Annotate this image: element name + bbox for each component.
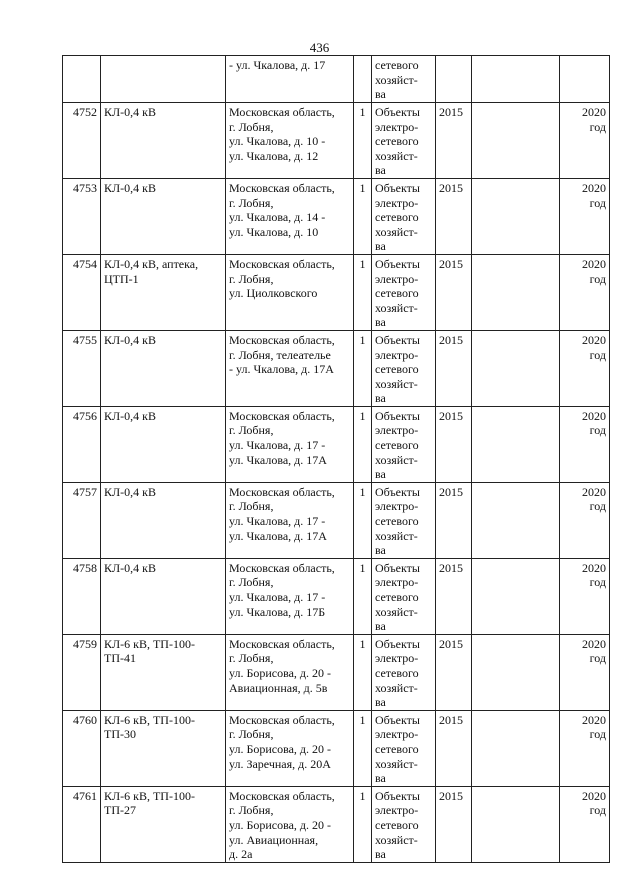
cell-address: Московская область, г. Лобня, ул. Чкалова, д. 17 - ул. Чкалова, д. 17А [226, 482, 354, 558]
cell-object-kind: Объекты электро- сетевого хозяйст- ва [372, 710, 436, 786]
cell-number: 4756 [63, 406, 101, 482]
table-row [63, 254, 610, 330]
cell-year: 2015 [436, 178, 472, 254]
registry-table [62, 55, 610, 863]
cell-object-kind: Объекты электро- сетевого хозяйст- ва [372, 558, 436, 634]
table-row [63, 634, 610, 710]
cell-address: Московская область, г. Лобня, ул. Борисова, д. 20 - ул. Заречная, д. 20А [226, 710, 354, 786]
cell-quantity: 1 [354, 558, 372, 634]
cell-address: Московская область, г. Лобня, ул. Чкалова, д. 17 - ул. Чкалова, д. 17Б [226, 558, 354, 634]
cell-address: Московская область, г. Лобня, ул. Чкалова, д. 17 - ул. Чкалова, д. 17А [226, 406, 354, 482]
cell-period: 2020 год [560, 330, 610, 406]
cell-year: 2015 [436, 634, 472, 710]
cell-object-kind: Объекты электро- сетевого хозяйст- ва [372, 482, 436, 558]
cell-number [63, 56, 101, 103]
cell-empty [472, 558, 560, 634]
cell-empty [472, 786, 560, 862]
cell-address: Московская область, г. Лобня, телеателье - ул. Чкалова, д. 17А [226, 330, 354, 406]
cell-period: 2020 год [560, 634, 610, 710]
cell-quantity: 1 [354, 482, 372, 558]
cell-address: - ул. Чкалова, д. 17 [226, 56, 354, 103]
cell-period: 2020 год [560, 254, 610, 330]
cell-object-name: КЛ-0,4 кВ [101, 482, 226, 558]
cell-period: 2020 год [560, 178, 610, 254]
cell-address: Московская область, г. Лобня, ул. Чкалова, д. 10 - ул. Чкалова, д. 12 [226, 103, 354, 179]
cell-object-kind: сетевого хозяйст- ва [372, 56, 436, 103]
table-row [63, 786, 610, 862]
cell-quantity: 1 [354, 330, 372, 406]
cell-object-kind: Объекты электро- сетевого хозяйст- ва [372, 103, 436, 179]
cell-object-kind: Объекты электро- сетевого хозяйст- ва [372, 178, 436, 254]
cell-year: 2015 [436, 482, 472, 558]
cell-address: Московская область, г. Лобня, ул. Чкалова, д. 14 - ул. Чкалова, д. 10 [226, 178, 354, 254]
cell-quantity: 1 [354, 406, 372, 482]
cell-object-name: КЛ-0,4 кВ [101, 330, 226, 406]
registry-body [63, 56, 610, 863]
cell-year: 2015 [436, 558, 472, 634]
table-row [63, 330, 610, 406]
table-row [63, 406, 610, 482]
cell-period: 2020 год [560, 558, 610, 634]
cell-period: 2020 год [560, 103, 610, 179]
cell-object-name: КЛ-0,4 кВ [101, 406, 226, 482]
cell-object-kind: Объекты электро- сетевого хозяйст- ва [372, 406, 436, 482]
table-row [63, 710, 610, 786]
table-row [63, 482, 610, 558]
cell-number: 4761 [63, 786, 101, 862]
cell-quantity: 1 [354, 786, 372, 862]
cell-year: 2015 [436, 254, 472, 330]
cell-year: 2015 [436, 406, 472, 482]
cell-object-name: КЛ-0,4 кВ [101, 558, 226, 634]
cell-period: 2020 год [560, 482, 610, 558]
cell-year: 2015 [436, 330, 472, 406]
cell-quantity [354, 56, 372, 103]
cell-number: 4755 [63, 330, 101, 406]
cell-empty [472, 406, 560, 482]
cell-address: Московская область, г. Лобня, ул. Циолковского [226, 254, 354, 330]
cell-year: 2015 [436, 710, 472, 786]
cell-object-kind: Объекты электро- сетевого хозяйст- ва [372, 330, 436, 406]
cell-period: 2020 год [560, 710, 610, 786]
cell-object-name: КЛ-6 кВ, ТП-100- ТП-27 [101, 786, 226, 862]
cell-quantity: 1 [354, 254, 372, 330]
cell-quantity: 1 [354, 634, 372, 710]
cell-empty [472, 178, 560, 254]
page-number: 436 [309, 40, 330, 55]
cell-object-name: КЛ-0,4 кВ [101, 103, 226, 179]
cell-quantity: 1 [354, 178, 372, 254]
table-row [63, 103, 610, 179]
cell-object-name: КЛ-6 кВ, ТП-100- ТП-30 [101, 710, 226, 786]
cell-address: Московская область, г. Лобня, ул. Борисова, д. 20 - ул. Авиационная, д. 2а [226, 786, 354, 862]
cell-period [560, 56, 610, 103]
cell-object-name: КЛ-0,4 кВ [101, 178, 226, 254]
cell-object-kind: Объекты электро- сетевого хозяйст- ва [372, 634, 436, 710]
cell-empty [472, 330, 560, 406]
table-row [63, 558, 610, 634]
cell-period: 2020 год [560, 406, 610, 482]
cell-empty [472, 103, 560, 179]
cell-number: 4759 [63, 634, 101, 710]
cell-year: 2015 [436, 103, 472, 179]
cell-empty [472, 56, 560, 103]
cell-empty [472, 710, 560, 786]
cell-empty [472, 254, 560, 330]
cell-period: 2020 год [560, 786, 610, 862]
cell-number: 4760 [63, 710, 101, 786]
cell-quantity: 1 [354, 103, 372, 179]
cell-number: 4754 [63, 254, 101, 330]
cell-number: 4752 [63, 103, 101, 179]
cell-number: 4758 [63, 558, 101, 634]
cell-number: 4753 [63, 178, 101, 254]
cell-object-name: КЛ-6 кВ, ТП-100- ТП-41 [101, 634, 226, 710]
cell-object-kind: Объекты электро- сетевого хозяйст- ва [372, 254, 436, 330]
cell-object-name [101, 56, 226, 103]
cell-empty [472, 482, 560, 558]
cell-object-name: КЛ-0,4 кВ, аптека, ЦТП-1 [101, 254, 226, 330]
cell-year [436, 56, 472, 103]
cell-number: 4757 [63, 482, 101, 558]
carryover-row [63, 56, 610, 103]
cell-year: 2015 [436, 786, 472, 862]
cell-object-kind: Объекты электро- сетевого хозяйст- ва [372, 786, 436, 862]
cell-address: Московская область, г. Лобня, ул. Борисова, д. 20 - Авиационная, д. 5в [226, 634, 354, 710]
cell-empty [472, 634, 560, 710]
cell-quantity: 1 [354, 710, 372, 786]
table-row [63, 178, 610, 254]
